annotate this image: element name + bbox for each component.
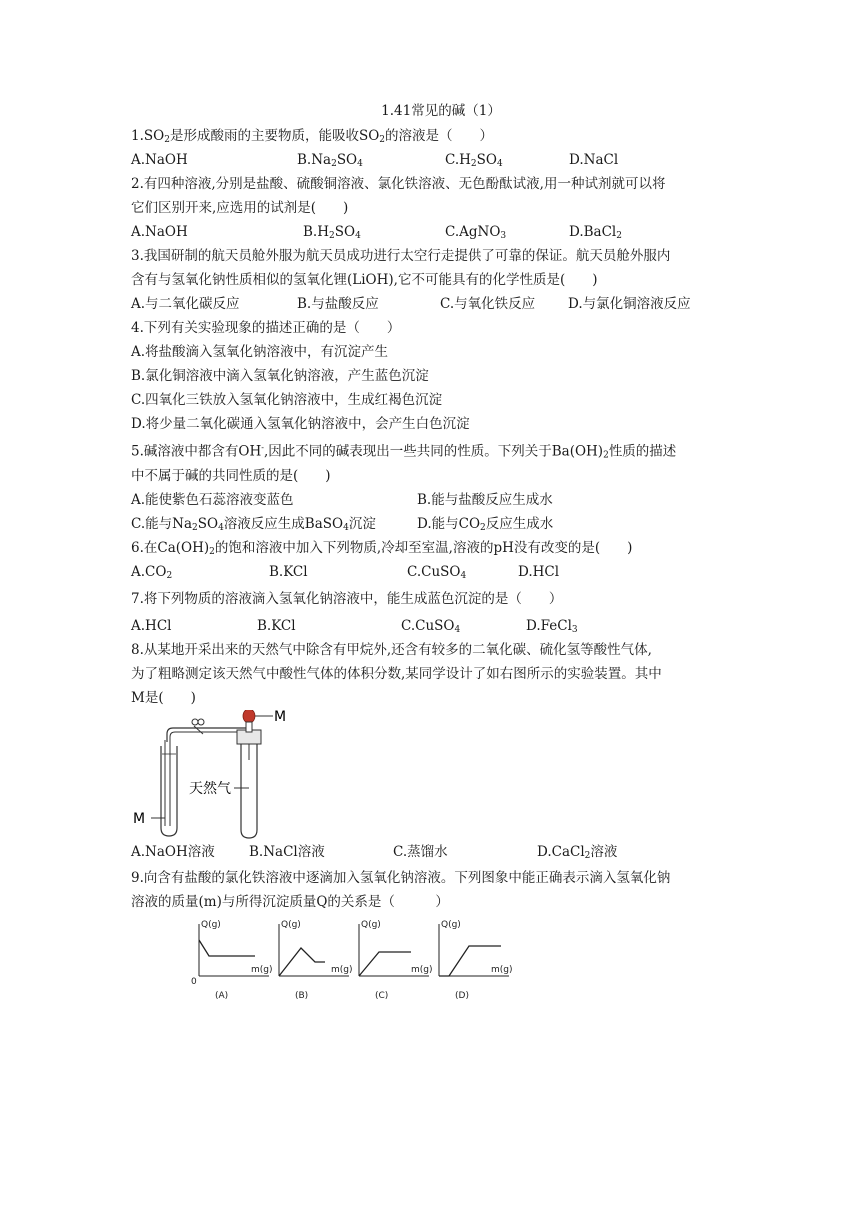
clamp-icon: [198, 719, 204, 725]
x-axis-label: m(g): [331, 964, 353, 975]
subscript: 2: [470, 159, 477, 169]
option-c[interactable]: [131, 512, 376, 536]
question-number: 7.: [131, 590, 144, 607]
question-text-line-2: 为了粗略测定该天然气中酸性气体的体积分数,某同学设计了如右图所示的实验装置。其中: [131, 665, 662, 682]
question-number: 1.: [131, 128, 144, 144]
answer-graphs: [131, 914, 731, 1012]
subscript: 4: [355, 231, 361, 241]
question-6: [131, 536, 731, 584]
panel-label-d: (D): [455, 990, 469, 1001]
text-part: B.H: [303, 224, 329, 240]
question-text-line-2: 它们区别开来,应选用的试剂是( ): [131, 200, 349, 216]
text-part: ,因此不同的碱表现出一些共同的性质。下列关于Ba(OH): [263, 443, 604, 460]
subscript: 3: [571, 624, 578, 635]
text-part: 是形成酸雨的主要物质，能吸收SO: [169, 128, 380, 144]
question-2: [131, 172, 731, 244]
worksheet: [131, 100, 731, 1012]
label-natural-gas: 天然气: [189, 780, 231, 797]
subscript: 2: [192, 522, 198, 533]
text-line: 下列有关实验现象的描述正确的是（ ）: [143, 320, 401, 336]
subscript: 2: [379, 135, 386, 145]
subscript: 4: [460, 570, 467, 581]
page-title: 1.41常见的碱（1）: [381, 103, 501, 119]
subscript: 2: [329, 231, 335, 241]
text-part: 性质的描述: [608, 443, 677, 460]
clamp-icon: [192, 719, 198, 725]
option-a[interactable]: A.HCl: [131, 617, 172, 634]
options: [131, 488, 731, 512]
text-part: A.CO: [131, 563, 167, 580]
subscript: 2: [209, 546, 215, 557]
option-b[interactable]: B.能与盐酸反应生成水: [417, 491, 553, 508]
text-part: B.Na: [297, 152, 332, 168]
subscript: 4: [218, 522, 224, 533]
text-part: D.CaCl: [537, 843, 585, 860]
question-text: [131, 244, 731, 268]
question-4: [131, 316, 731, 436]
dropper-neck: [246, 722, 252, 732]
text-line: 从某地开采出来的天然气中除含有甲烷外,还含有较多的二氧化碳、硫化氢等酸性气体,: [143, 641, 652, 658]
text-part: 溶液反应生成BaSO: [223, 515, 344, 532]
option-c[interactable]: [407, 560, 466, 584]
option-a[interactable]: A.NaOH溶液: [131, 843, 215, 860]
option-b[interactable]: B.氯化铜溶液中滴入氢氧化钠溶液，产生蓝色沉淀: [131, 368, 429, 384]
x-axis-label: m(g): [251, 964, 273, 975]
text-part: C.CuSO: [401, 617, 455, 634]
clamp-line: [194, 726, 203, 734]
text-part: D.BaCl: [569, 224, 617, 240]
text-part: D.FeCl: [526, 617, 572, 634]
text-line: 我国研制的航天员舱外服为航天员成功进行太空行走提供了可靠的保证。航天员舱外服内: [143, 248, 671, 264]
option-a[interactable]: [131, 560, 172, 584]
origin-label: 0: [191, 976, 197, 987]
subscript: 2: [331, 159, 337, 169]
text-part: SO: [476, 152, 497, 168]
subscript: 2: [166, 570, 173, 581]
question-text: [131, 172, 731, 196]
graph-d: [439, 920, 513, 1001]
y-axis-label: Q(g): [441, 919, 461, 930]
option-c[interactable]: [401, 614, 460, 638]
option-d[interactable]: [537, 840, 617, 864]
options: [131, 840, 731, 864]
text-part: 在Ca(OH): [143, 539, 210, 556]
option-b[interactable]: B.KCl: [257, 617, 296, 634]
left-test-tube: [161, 746, 177, 836]
text-part: C.AgNO: [445, 224, 501, 240]
y-axis-label: Q(g): [281, 919, 301, 930]
text-part: 碱溶液中都含有OH: [143, 443, 262, 460]
question-text-line-2: 含有与氢氧化钠性质相似的氢氧化锂(LiOH),它不可能具有的化学性质是( ): [131, 272, 598, 288]
subscript: 4: [454, 624, 461, 635]
question-number: 3.: [131, 248, 144, 264]
option-b[interactable]: [303, 220, 361, 244]
y-axis-label: Q(g): [361, 919, 381, 930]
option-c[interactable]: [445, 148, 503, 172]
option-c[interactable]: [445, 220, 506, 244]
option-c[interactable]: C.与氧化铁反应: [440, 296, 536, 312]
option-c[interactable]: C.四氧化三铁放入氢氧化钠溶液中，生成红褐色沉淀: [131, 392, 443, 408]
x-axis-label: m(g): [491, 964, 513, 975]
question-text: [131, 124, 731, 148]
question-text-line-2: 中不属于碱的共同性质的是( ): [131, 467, 331, 484]
question-text-line-2: 溶液的质量(m)与所得沉淀质量Q的关系是（ ）: [131, 893, 449, 910]
question-text: [131, 436, 731, 464]
subscript: 2: [164, 135, 170, 145]
question-text-line-3: M是( ): [131, 689, 196, 706]
subscript: 2: [616, 231, 622, 241]
question-text: [131, 587, 731, 611]
option-a[interactable]: A.NaOH: [131, 152, 188, 168]
question-number: 4.: [131, 320, 144, 336]
question-number: 8.: [131, 641, 144, 658]
question-number: 6.: [131, 539, 144, 556]
option-b[interactable]: [297, 148, 363, 172]
subscript: 2: [584, 850, 591, 861]
options: [131, 512, 731, 536]
question-3: [131, 244, 731, 316]
x-axis-label: m(g): [411, 964, 433, 975]
panel-label-a: (A): [215, 990, 229, 1001]
panel-label-b: (B): [295, 990, 309, 1001]
options: [131, 614, 731, 638]
panel-label-c: (C): [375, 990, 389, 1001]
option-d[interactable]: [526, 614, 578, 638]
question-text: [131, 536, 731, 560]
y-axis-label: Q(g): [201, 919, 221, 930]
dropper-bulb-icon: [243, 710, 255, 723]
label-m-left: M: [133, 810, 146, 827]
question-number: 9.: [131, 869, 144, 886]
text-part: C.H: [445, 152, 471, 168]
text-line: 有四种溶液,分别是盐酸、硫酸铜溶液、氯化铁溶液、无色酚酞试液,用一种试剂就可以将: [143, 176, 666, 192]
text-line: 将下列物质的溶液滴入氢氧化钠溶液中，能生成蓝色沉淀的是（ ）: [143, 590, 563, 607]
option-b[interactable]: B.NaCl溶液: [249, 843, 325, 860]
subscript: 3: [500, 231, 507, 241]
option-a[interactable]: A.与二氧化碳反应: [131, 296, 240, 312]
subscript: 4: [496, 159, 503, 169]
text-part: 沉淀: [348, 515, 376, 532]
option-d[interactable]: D.HCl: [518, 563, 560, 580]
text-part: 溶液: [590, 843, 618, 860]
graph-c-line: [359, 952, 411, 976]
option-d[interactable]: D.NaCl: [569, 152, 619, 168]
graph-a: [191, 920, 273, 1001]
text-part: SO: [334, 224, 356, 240]
text-part: D.能与CO: [417, 515, 481, 532]
text-part: C.CuSO: [407, 563, 461, 580]
question-1: [131, 124, 731, 172]
text-part: 的溶液是（ ）: [385, 128, 494, 144]
option-d[interactable]: D.将少量二氧化碳通入氢氧化钠溶液中，会产生白色沉淀: [131, 416, 470, 432]
option-d[interactable]: D.与氯化铜溶液反应: [568, 296, 691, 312]
text-part: 的饱和溶液中加入下列物质,冷却至室温,溶液的pH没有改变的是( ): [214, 539, 633, 556]
option-d[interactable]: [569, 220, 622, 244]
question-text: [131, 866, 731, 890]
question-text: [131, 316, 731, 340]
subscript: 4: [343, 522, 349, 533]
text-part: SO: [197, 515, 219, 532]
text-line: 向含有盐酸的氯化铁溶液中逐滴加入氢氧化钠溶液。下列图象中能正确表示滴入氢氧化钠: [143, 869, 671, 886]
graph-b-line: [279, 948, 325, 976]
option-c[interactable]: C.蒸馏水: [393, 843, 448, 860]
option-b[interactable]: B.与盐酸反应: [297, 296, 379, 312]
question-8: [131, 638, 731, 864]
graph-c: [359, 920, 433, 1001]
option-b[interactable]: B.KCl: [269, 563, 308, 580]
question-number: 5.: [131, 443, 144, 460]
question-5: [131, 436, 731, 536]
apparatus-figure: [131, 710, 731, 840]
superscript-minus: -: [261, 443, 264, 452]
question-text: [131, 638, 731, 662]
options: [131, 560, 731, 584]
apparatus-diagram: [131, 710, 321, 840]
label-m-right: M: [274, 709, 287, 725]
question-7: [131, 587, 731, 638]
subscript: 2: [603, 450, 609, 461]
subscript: 2: [480, 522, 486, 533]
option-d[interactable]: [417, 512, 553, 536]
option-a[interactable]: A.NaOH: [131, 224, 188, 240]
options: [131, 292, 731, 316]
question-9: [131, 866, 731, 1012]
text-part: SO: [143, 128, 165, 144]
subscript: 4: [357, 159, 363, 169]
text-part: SO: [336, 152, 358, 168]
question-number: 2.: [131, 176, 144, 192]
option-a[interactable]: A.能使紫色石蕊溶液变蓝色: [131, 491, 294, 508]
graph-b: [279, 920, 353, 1001]
text-part: C.能与Na: [131, 515, 193, 532]
graph-a-line: [199, 940, 255, 956]
options: [131, 148, 731, 172]
option-a[interactable]: A.将盐酸滴入氢氧化钠溶液中，有沉淀产生: [131, 344, 389, 360]
text-part: 反应生成水: [485, 515, 554, 532]
graphs-svg: [187, 918, 517, 1010]
options: [131, 220, 731, 244]
